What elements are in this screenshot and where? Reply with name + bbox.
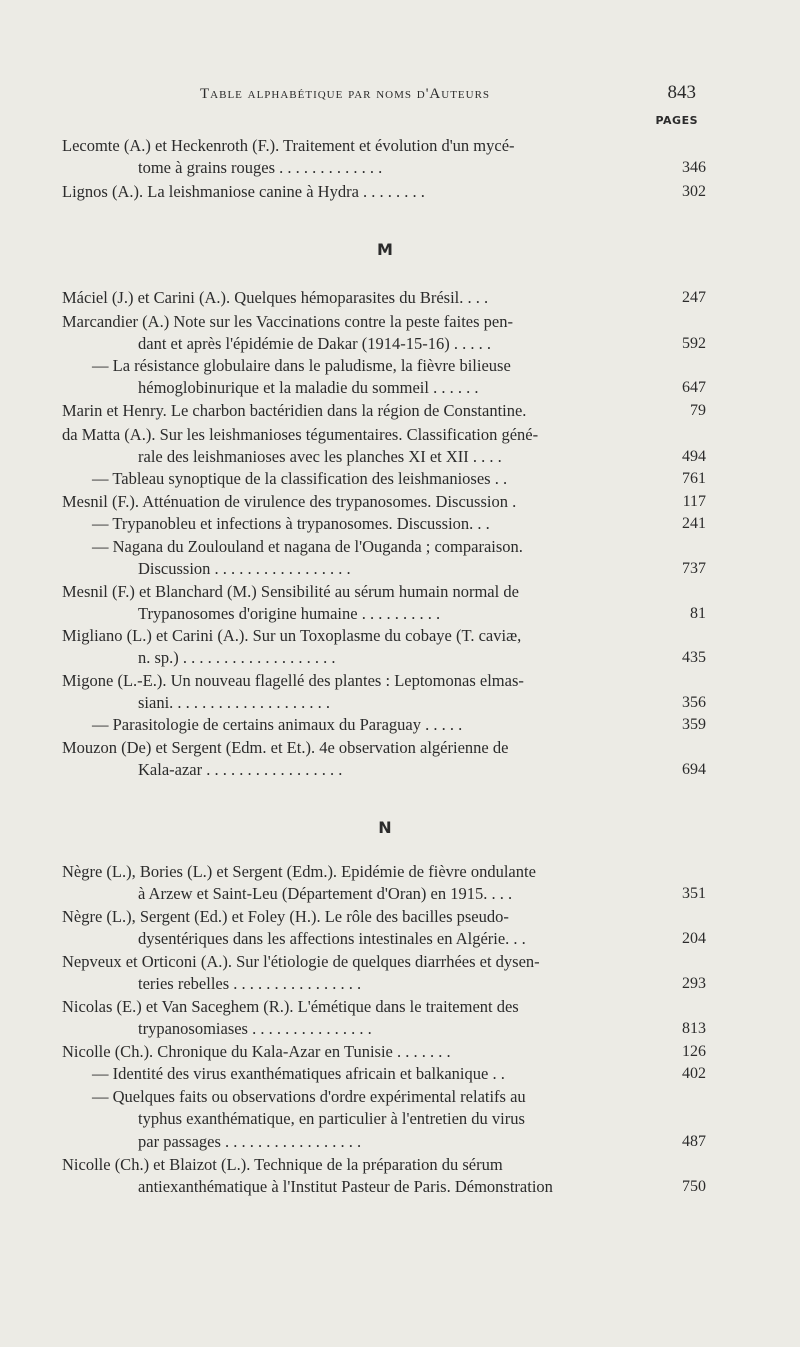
index-entry-line: Migone (L.-E.). Un nouveau flagellé des plantes : Leptomonas elmas- <box>62 671 524 690</box>
index-entry-line: — Identité des virus exanthématiques africain et balkanique . . <box>92 1064 505 1083</box>
page-reference: 241 <box>682 515 706 532</box>
index-entry-line: Kala-azar . . . . . . . . . . . . . . . . . <box>138 760 343 779</box>
index-entry-line: — Nagana du Zoulouland et nagana de l'Ouganda ; comparaison. <box>92 537 523 556</box>
index-entry-line: siani. . . . . . . . . . . . . . . . . . . . <box>138 693 331 712</box>
page-reference: 435 <box>682 649 706 666</box>
index-entry-line: rale des leishmanioses avec les planches XI et XII . . . . <box>138 447 502 466</box>
index-entry-line: Mesnil (F.) et Blanchard (M.) Sensibilité au sérum humain normal de <box>62 582 519 601</box>
page-reference: 592 <box>682 335 706 352</box>
index-entry-line: Nègre (L.), Bories (L.) et Sergent (Edm.). Epidémie de fièvre ondulante <box>62 862 536 881</box>
page-reference: 204 <box>682 930 706 947</box>
index-entry-line: Lecomte (A.) et Heckenroth (F.). Traitement et évolution d'un mycé- <box>62 136 515 155</box>
pages-column-label: PAGES <box>655 114 698 127</box>
index-entry-line: Nègre (L.), Sergent (Ed.) et Foley (H.). Le rôle des bacilles pseudo- <box>62 907 509 926</box>
index-entry-line: Marcandier (A.) Note sur les Vaccinations contre la peste faites pen- <box>62 312 513 331</box>
page-number: 843 <box>667 82 696 103</box>
page-reference: 694 <box>682 761 706 778</box>
page-reference: 750 <box>682 1178 706 1195</box>
page-reference: 293 <box>682 975 706 992</box>
page-reference: 247 <box>682 289 706 306</box>
index-entry-line: par passages . . . . . . . . . . . . . . . . . <box>138 1132 362 1151</box>
page-reference: 351 <box>682 885 706 902</box>
page-reference: 737 <box>682 560 706 577</box>
index-entry-line: Mesnil (F.). Atténuation de virulence des trypanosomes. Discussion . <box>62 492 517 511</box>
index-entry-line: n. sp.) . . . . . . . . . . . . . . . . . . . <box>138 648 336 667</box>
page-reference: 356 <box>682 694 706 711</box>
index-entry-line: dysentériques dans les affections intestinales en Algérie. . . <box>138 929 526 948</box>
page-reference: 126 <box>682 1043 706 1060</box>
section-letter-m: M <box>377 240 393 259</box>
section-letter-n: N <box>378 818 392 837</box>
index-entry-line: — Parasitologie de certains animaux du Paraguay . . . . . <box>92 715 463 734</box>
index-entry-line: Nepveux et Orticoni (A.). Sur l'étiologie de quelques diarrhées et dysen- <box>62 952 540 971</box>
index-entry-line: Nicolas (E.) et Van Saceghem (R.). L'émétique dans le traitement des <box>62 997 519 1016</box>
page-reference: 494 <box>682 448 706 465</box>
index-entry-line: — Trypanobleu et infections à trypanosomes. Discussion. . . <box>92 514 490 533</box>
index-entry-line: da Matta (A.). Sur les leishmanioses tégumentaires. Classification géné- <box>62 425 539 444</box>
page-reference: 761 <box>682 470 706 487</box>
index-entry-line: — La résistance globulaire dans le paludisme, la fièvre bilieuse <box>92 356 511 375</box>
running-header <box>0 82 800 116</box>
index-entry-line: Discussion . . . . . . . . . . . . . . . . . <box>138 559 351 578</box>
index-entry-line: antiexanthématique à l'Institut Pasteur de Paris. Démonstration <box>138 1177 553 1196</box>
index-entry-line: Nicolle (Ch.). Chronique du Kala-Azar en Tunisie . . . . . . . <box>62 1042 451 1061</box>
page-reference: 402 <box>682 1065 706 1082</box>
page-reference: 647 <box>682 379 706 396</box>
index-entry-line: Mouzon (De) et Sergent (Edm. et Et.). 4e observation algérienne de <box>62 738 509 757</box>
index-entry-line: tome à grains rouges . . . . . . . . . . . . . <box>138 158 383 177</box>
page-reference: 79 <box>690 402 706 419</box>
index-entry-line: à Arzew et Saint-Leu (Département d'Oran) en 1915. . . . <box>138 884 513 903</box>
index-entry-line: — Tableau synoptique de la classification des leishmanioses . . <box>92 469 508 488</box>
index-entry-line: Nicolle (Ch.) et Blaizot (L.). Technique de la préparation du sérum <box>62 1155 503 1174</box>
index-entry-line: typhus exanthématique, en particulier à l'entretien du virus <box>138 1109 525 1128</box>
index-entry-line: teries rebelles . . . . . . . . . . . . . . . . <box>138 974 362 993</box>
index-entry-line: dant et après l'épidémie de Dakar (1914-15-16) . . . . . <box>138 334 492 353</box>
page-reference: 302 <box>682 183 706 200</box>
page-reference: 487 <box>682 1133 706 1150</box>
index-entry-line: Migliano (L.) et Carini (A.). Sur un Toxoplasme du cobaye (T. caviæ, <box>62 626 522 645</box>
index-entry-line: hémoglobinurique et la maladie du sommeil . . . . . . <box>138 378 479 397</box>
page-reference: 117 <box>682 493 706 510</box>
index-entry-line: Máciel (J.) et Carini (A.). Quelques hémoparasites du Brésil. . . . <box>62 288 489 307</box>
page-reference: 359 <box>682 716 706 733</box>
index-entry-line: Trypanosomes d'origine humaine . . . . . . . . . . <box>138 604 441 623</box>
page-reference: 813 <box>682 1020 706 1037</box>
index-entry-line: — Quelques faits ou observations d'ordre expérimental relatifs au <box>92 1087 526 1106</box>
page-reference: 81 <box>690 605 706 622</box>
index-entry-line: Marin et Henry. Le charbon bactéridien dans la région de Constantine. <box>62 401 527 420</box>
index-entry-line: Lignos (A.). La leishmaniose canine à Hydra . . . . . . . . <box>62 182 425 201</box>
page-reference: 346 <box>682 159 706 176</box>
index-entry-line: trypanosomiases . . . . . . . . . . . . . . . <box>138 1019 372 1038</box>
header-title: Table alphabétique par noms d'Auteurs <box>200 86 491 102</box>
